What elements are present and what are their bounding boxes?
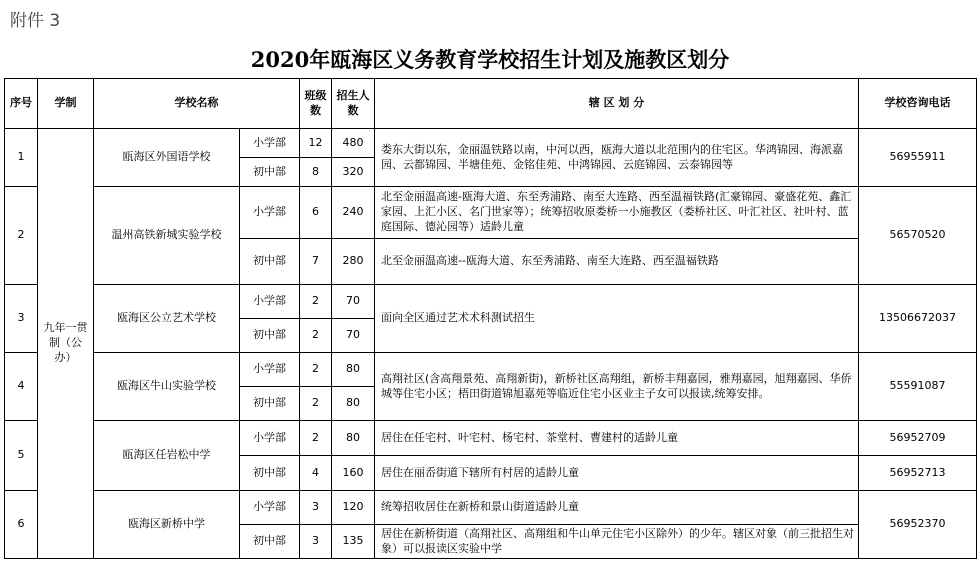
school-name: 瓯海区外国语学校: [94, 129, 240, 187]
classes-cell: 4: [300, 456, 332, 491]
header-school: 学校名称: [94, 79, 300, 129]
phone-cell: 56952370: [859, 491, 977, 559]
dept-cell: 小学部: [240, 187, 300, 239]
classes-cell: 6: [300, 187, 332, 239]
attachment-label: 附件 3: [10, 11, 61, 31]
header-system: 学制: [38, 79, 94, 129]
table-row: [5, 129, 977, 158]
school-name: 温州高铁新城实验学校: [94, 187, 240, 285]
dept-cell: 小学部: [240, 421, 300, 456]
dept-cell: 小学部: [240, 285, 300, 319]
school-name: 瓯海区公立艺术学校: [94, 285, 240, 353]
seq-cell: 3: [5, 285, 38, 353]
dept-cell: 初中部: [240, 456, 300, 491]
classes-cell: 3: [300, 491, 332, 525]
enroll-cell: 80: [332, 353, 375, 387]
phone-cell: 56952713: [859, 456, 977, 491]
phone-cell: 56955911: [859, 129, 977, 187]
system-cell: 九年一贯制（公办）: [38, 129, 94, 559]
seq-cell: 4: [5, 353, 38, 421]
classes-cell: 2: [300, 421, 332, 456]
dept-cell: 小学部: [240, 129, 300, 158]
dept-cell: 初中部: [240, 319, 300, 353]
classes-cell: 7: [300, 239, 332, 285]
area-cell: 高翔社区(含高翔景苑、高翔新街)，新桥社区高翔组，新桥丰翔嘉园，雅翔嘉园，旭翔嘉园、华侨城等住宅小区；梧田街道锦旭嘉苑等临近住宅小区业主子女可以报读,统筹安排。: [375, 353, 859, 421]
school-name: 瓯海区任岩松中学: [94, 421, 240, 491]
page-title: 2020年瓯海区义务教育学校招生计划及施教区划分: [250, 47, 730, 72]
phone-cell: 56952709: [859, 421, 977, 456]
dept-cell: 初中部: [240, 387, 300, 421]
classes-cell: 2: [300, 285, 332, 319]
enroll-cell: 70: [332, 319, 375, 353]
enroll-cell: 240: [332, 187, 375, 239]
header-classes: 班级数: [300, 79, 332, 129]
area-cell: 居住在任宅村、叶宅村、杨宅村、茶堂村、曹建村的适龄儿童: [375, 421, 859, 456]
school-name: 瓯海区牛山实验学校: [94, 353, 240, 421]
table-row: [5, 491, 977, 525]
area-cell: 北至金丽温高速-瓯海大道、东至秀浦路、南至大连路、西至温福铁路(汇豪锦园、豪盛花苑、鑫汇家园、上汇小区、名门世家等）；统筹招收原娄桥一小施教区（娄桥社区、叶汇社区、社叶村、蓝庭国际、德沁园等）适龄儿童: [375, 187, 859, 239]
area-cell: 居住在新桥街道（高翔社区、高翔组和牛山单元住宅小区除外）的少年。辖区对象（前三批招生对象）可以报读区实验中学: [375, 525, 859, 559]
classes-cell: 2: [300, 387, 332, 421]
enroll-cell: 120: [332, 491, 375, 525]
enroll-cell: 70: [332, 285, 375, 319]
area-cell: 北至金丽温高速--瓯海大道、东至秀浦路、南至大连路、西至温福铁路: [375, 239, 859, 285]
dept-cell: 小学部: [240, 491, 300, 525]
classes-cell: 2: [300, 353, 332, 387]
enroll-cell: 135: [332, 525, 375, 559]
classes-cell: 2: [300, 319, 332, 353]
enrollment-table: [4, 78, 977, 559]
classes-cell: 8: [300, 158, 332, 187]
enroll-cell: 80: [332, 387, 375, 421]
table-row: [5, 285, 977, 319]
dept-cell: 小学部: [240, 353, 300, 387]
phone-cell: 13506672037: [859, 285, 977, 353]
seq-cell: 1: [5, 129, 38, 187]
enroll-cell: 160: [332, 456, 375, 491]
area-cell: 居住在丽岙街道下辖所有村居的适龄儿童: [375, 456, 859, 491]
header-seq: 序号: [5, 79, 38, 129]
seq-cell: 6: [5, 491, 38, 559]
dept-cell: 初中部: [240, 239, 300, 285]
classes-cell: 3: [300, 525, 332, 559]
enroll-cell: 280: [332, 239, 375, 285]
enroll-cell: 480: [332, 129, 375, 158]
table-row: [5, 421, 977, 456]
classes-cell: 12: [300, 129, 332, 158]
seq-cell: 2: [5, 187, 38, 285]
table-row: [5, 353, 977, 387]
area-cell: 面向全区通过艺术术科测试招生: [375, 285, 859, 353]
enroll-cell: 320: [332, 158, 375, 187]
area-cell: 娄东大街以东，金丽温铁路以南，中河以西，瓯海大道以北范围内的住宅区。华鸿锦园、海派嘉园、云都锦园、半塘佳苑、金铭佳苑、中鸿锦园、云庭锦园、云泰锦园等: [375, 129, 859, 187]
header-enroll: 招生人数: [332, 79, 375, 129]
dept-cell: 初中部: [240, 158, 300, 187]
header-area: 辖 区 划 分: [375, 79, 859, 129]
area-cell: 统筹招收居住在新桥和景山街道适龄儿童: [375, 491, 859, 525]
phone-cell: 55591087: [859, 353, 977, 421]
school-name: 瓯海区新桥中学: [94, 491, 240, 559]
header-phone: 学校咨询电话: [859, 79, 977, 129]
table-row: [5, 187, 977, 239]
enroll-cell: 80: [332, 421, 375, 456]
dept-cell: 初中部: [240, 525, 300, 559]
seq-cell: 5: [5, 421, 38, 491]
phone-cell: 56570520: [859, 187, 977, 285]
